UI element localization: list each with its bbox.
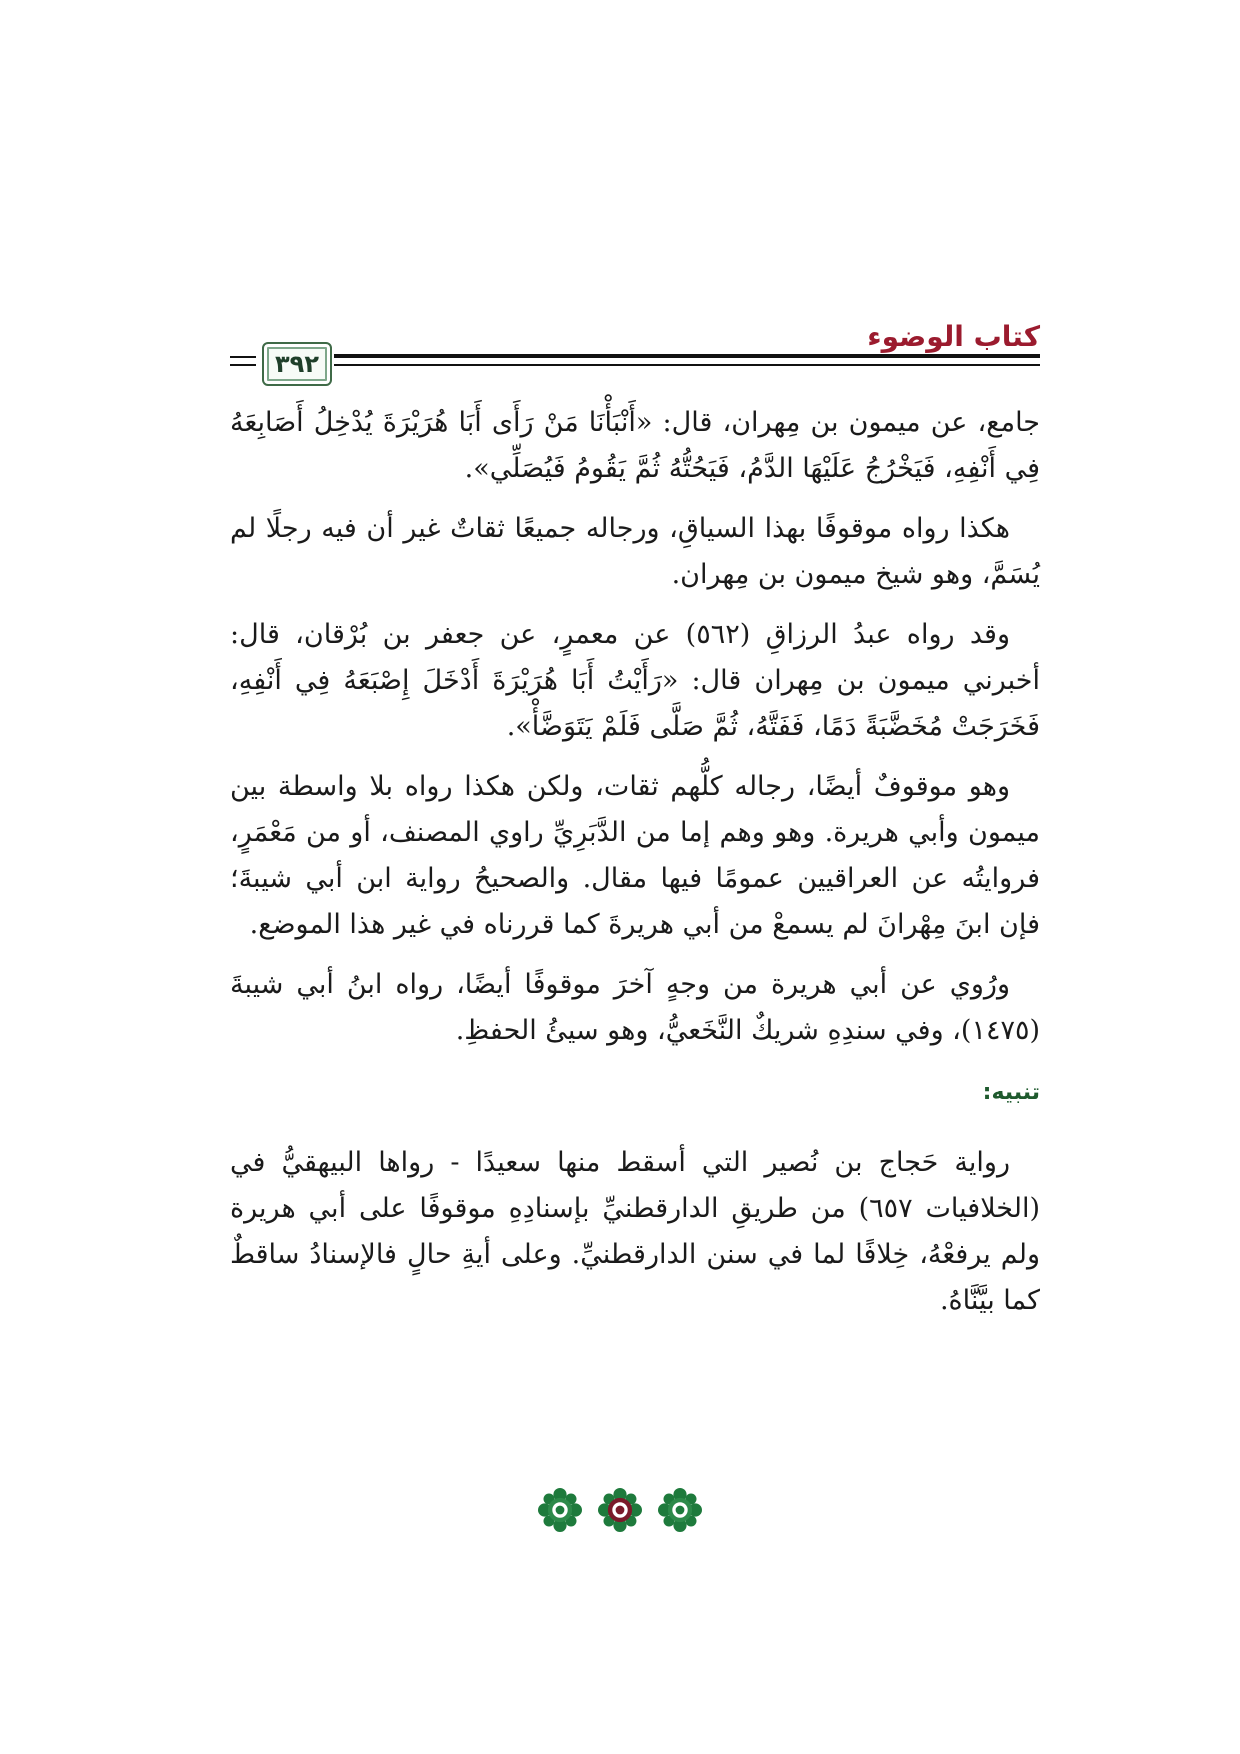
paragraph-3: وقد رواه عبدُ الرزاقِ (٥٦٢) عن معمرٍ، عن جعفر بن بُرْقان، قال: أخبرني ميمون بن مِهران قال: «رَأَيْتُ أَبَا هُرَيْرَةَ أَدْخَلَ إِصْبَعَهُ فِي أَنْفِهِ، فَخَرَجَتْ مُخَضَّبَةً دَمًا، فَفَتَّهُ، ثُمَّ صَلَّى فَلَمْ يَتَوَضَّأْ». (230, 619, 1040, 742)
header-rule-thin (334, 364, 1040, 366)
end-ornament (0, 1488, 1240, 1532)
header-rule-left-top (230, 356, 256, 358)
flower-ornament-icon (598, 1488, 642, 1532)
paragraph-4: وهو موقوفٌ أيضًا، رجاله كلُّهم ثقات، ولكن هكذا رواه بلا واسطة بين ميمون وأبي هريرة. وهو وهم إما من الدَّبَرِيِّ راوي المصنف، أو من مَعْمَرٍ، فروايتُه عن العراقيين عمومًا فيها مقال. والصحيحُ رواية ابن أبي شيبةَ؛ فإن ابنَ مِهْرانَ لم يسمعْ من أبي هريرةَ كما قررناه في غير هذا الموضع. (230, 771, 1040, 940)
chapter-title: كتاب الوضوء (867, 320, 1040, 353)
paragraph-5: ورُوي عن أبي هريرة من وجهٍ آخرَ موقوفًا أيضًا، رواه ابنُ أبي شيبةَ (١٤٧٥)، وفي سندِهِ شريكٌ النَّخَعيُّ، وهو سيئُ الحفظِ. (230, 969, 1040, 1046)
page-body (230, 400, 1040, 1338)
notice-label: تنبيه: (982, 1080, 1040, 1105)
flower-ornament-icon (658, 1488, 702, 1532)
paragraph-1: جامع، عن ميمون بن مِهران، قال: «أَنْبَأْنَا مَنْ رَأَى أَبَا هُرَيْرَةَ يُدْخِلُ أَصَابِعَهُ فِي أَنْفِهِ، فَيَخْرُجُ عَلَيْهَا الدَّمُ، فَيَحُتُّهُ ثُمَّ يَقُومُ فَيُصَلِّي». (230, 407, 1040, 484)
page-header (230, 320, 1040, 390)
notice-text: رواية حَجاج بن نُصير التي أسقط منها سعيدًا - رواها البيهقيُّ في (الخلافيات ٦٥٧) من طريقِ الدارقطنيِّ بإسنادِهِ موقوفًا على أبي هريرة ولم يرفعْهُ، خِلافًا لما في سنن الدارقطنيِّ. وعلى أيةِ حالٍ فالإسنادُ ساقطٌ كما بيَّنَّاهُ. (230, 1147, 1040, 1316)
header-rule-thick (334, 354, 1040, 358)
paragraph-2: هكذا رواه موقوفًا بهذا السياقِ، ورجاله جميعًا ثقاتٌ غير أن فيه رجلًا لم يُسَمَّ، وهو شيخ ميمون بن مِهران. (230, 513, 1040, 590)
flower-ornament-icon (538, 1488, 582, 1532)
header-rule-left-bottom (230, 364, 256, 366)
page-number: ٣٩٢ (275, 350, 319, 378)
page-number-badge (262, 342, 332, 386)
